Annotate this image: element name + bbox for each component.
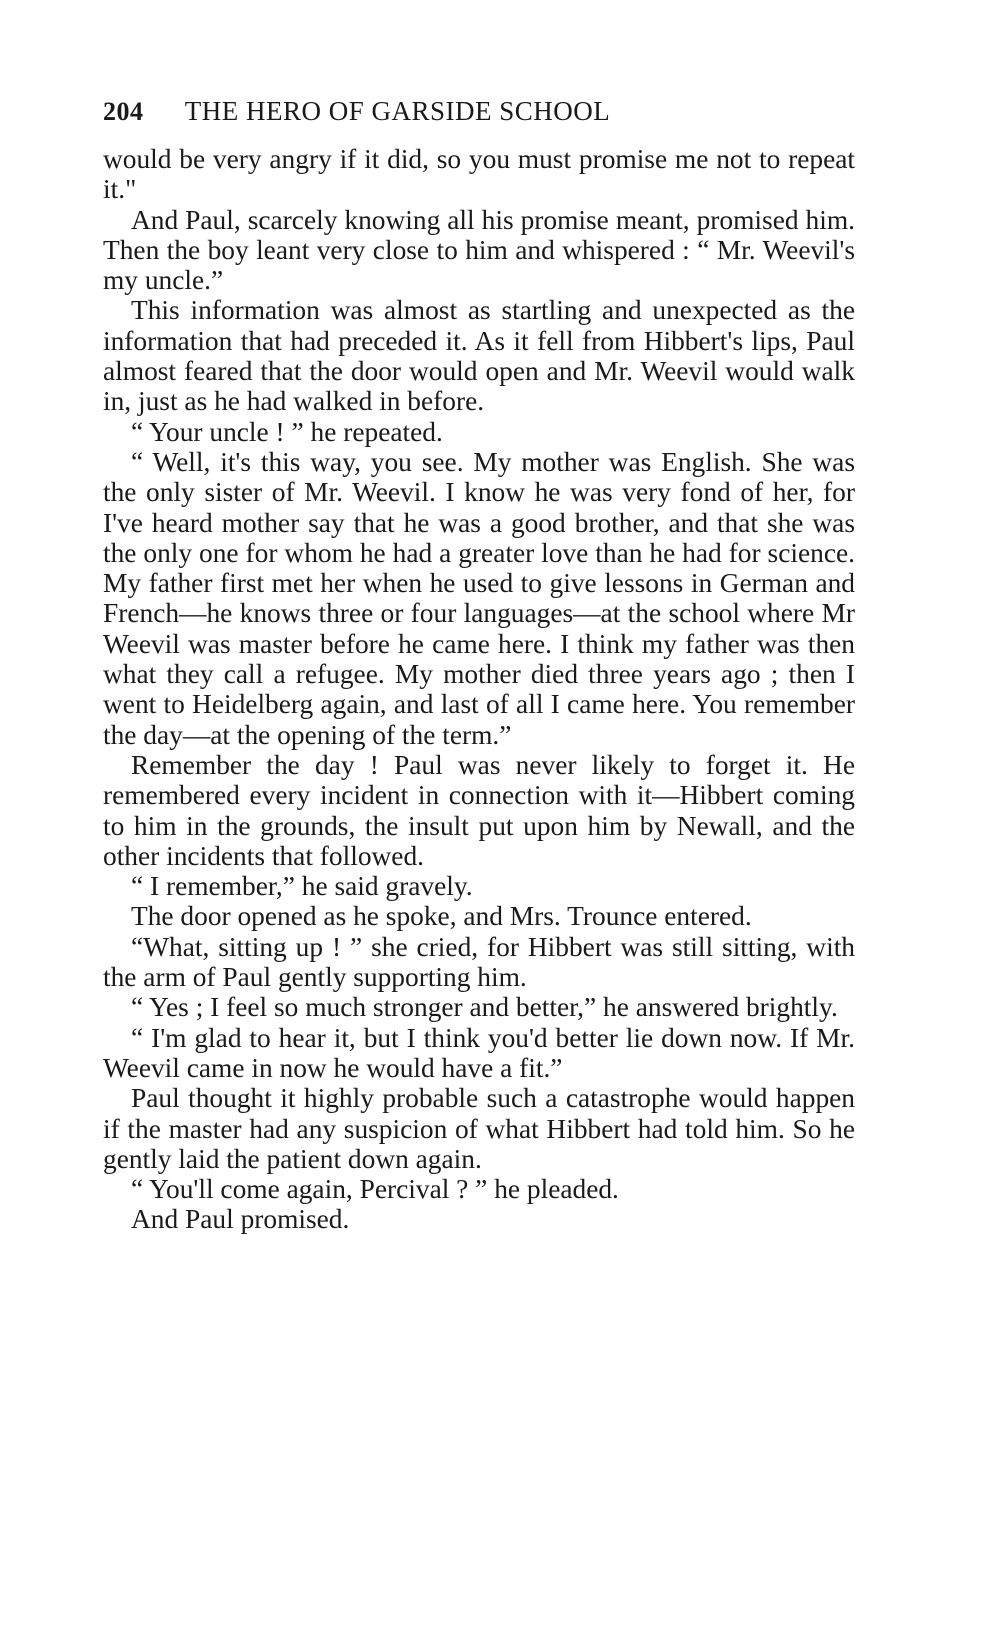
paragraph: Remember the day ! Paul was never likely to forget it. He remembered every incident in connection with it—Hibbert coming to him in the grounds, the insult put upon him by Newall, and the other incidents that followed. — [103, 749, 855, 871]
paragraph: “ I'm glad to hear it, but I think you'd better lie down now. If Mr. Weevil came in now he would have a fit.” — [103, 1022, 855, 1083]
paragraph: would be very angry if it did, so you must promise me not to repeat it." — [103, 144, 855, 205]
paragraph: The door opened as he spoke, and Mrs. Trounce entered. — [131, 901, 752, 932]
paragraph: “ Well, it's this way, you see. My mother was English. She was the only sister of Mr. Weevil. I know he was very fond of her, for I've heard mother say that he was a good brother, and that she was the only one for whom he had a greater love than he had for science. My father first met her when he used to give lessons in German and French—he knows three or four languages—at the school where Mr Weevil was master before he came here. I think my father was then what they call a refugee. My mother died three years ago ; then I went to Heidelberg again, and last of all I came here. You remember the day—at the opening of the term.” — [103, 446, 855, 750]
paragraph: This information was almost as startling and unexpected as the information that had preceded it. As it fell from Hibbert's lips, Paul almost feared that the door would open and Mr. Weevil would walk in, just as he had walked in before. — [103, 295, 855, 417]
paragraph: “ I remember,” he said gravely. — [131, 871, 473, 902]
book-page — [103, 96, 855, 1235]
running-title: THE HERO OF GARSIDE SCHOOL — [184, 96, 611, 126]
paragraph: “ Your uncle ! ” he repeated. — [131, 416, 443, 447]
page-header — [103, 96, 855, 144]
paragraph: “What, sitting up ! ” she cried, for Hibbert was still sitting, with the arm of Paul gently supporting him. — [103, 931, 855, 993]
paragraph: And Paul, scarcely knowing all his promise meant, promised him. Then the boy leant very close to him and whispered : “ Mr. Weevil's my uncle.” — [103, 204, 855, 296]
body-text — [103, 144, 855, 1235]
paragraph: Paul thought it highly probable such a catastrophe would happen if the master had any suspicion of what Hibbert had told him. So he gently laid the patient down again. — [103, 1083, 855, 1174]
paragraph: “ You'll come again, Percival ? ” he pleaded. — [131, 1174, 619, 1205]
page-number: 204 — [103, 97, 144, 126]
paragraph: And Paul promised. — [131, 1204, 350, 1235]
paragraph: “ Yes ; I feel so much stronger and better,” he answered brightly. — [131, 992, 838, 1023]
